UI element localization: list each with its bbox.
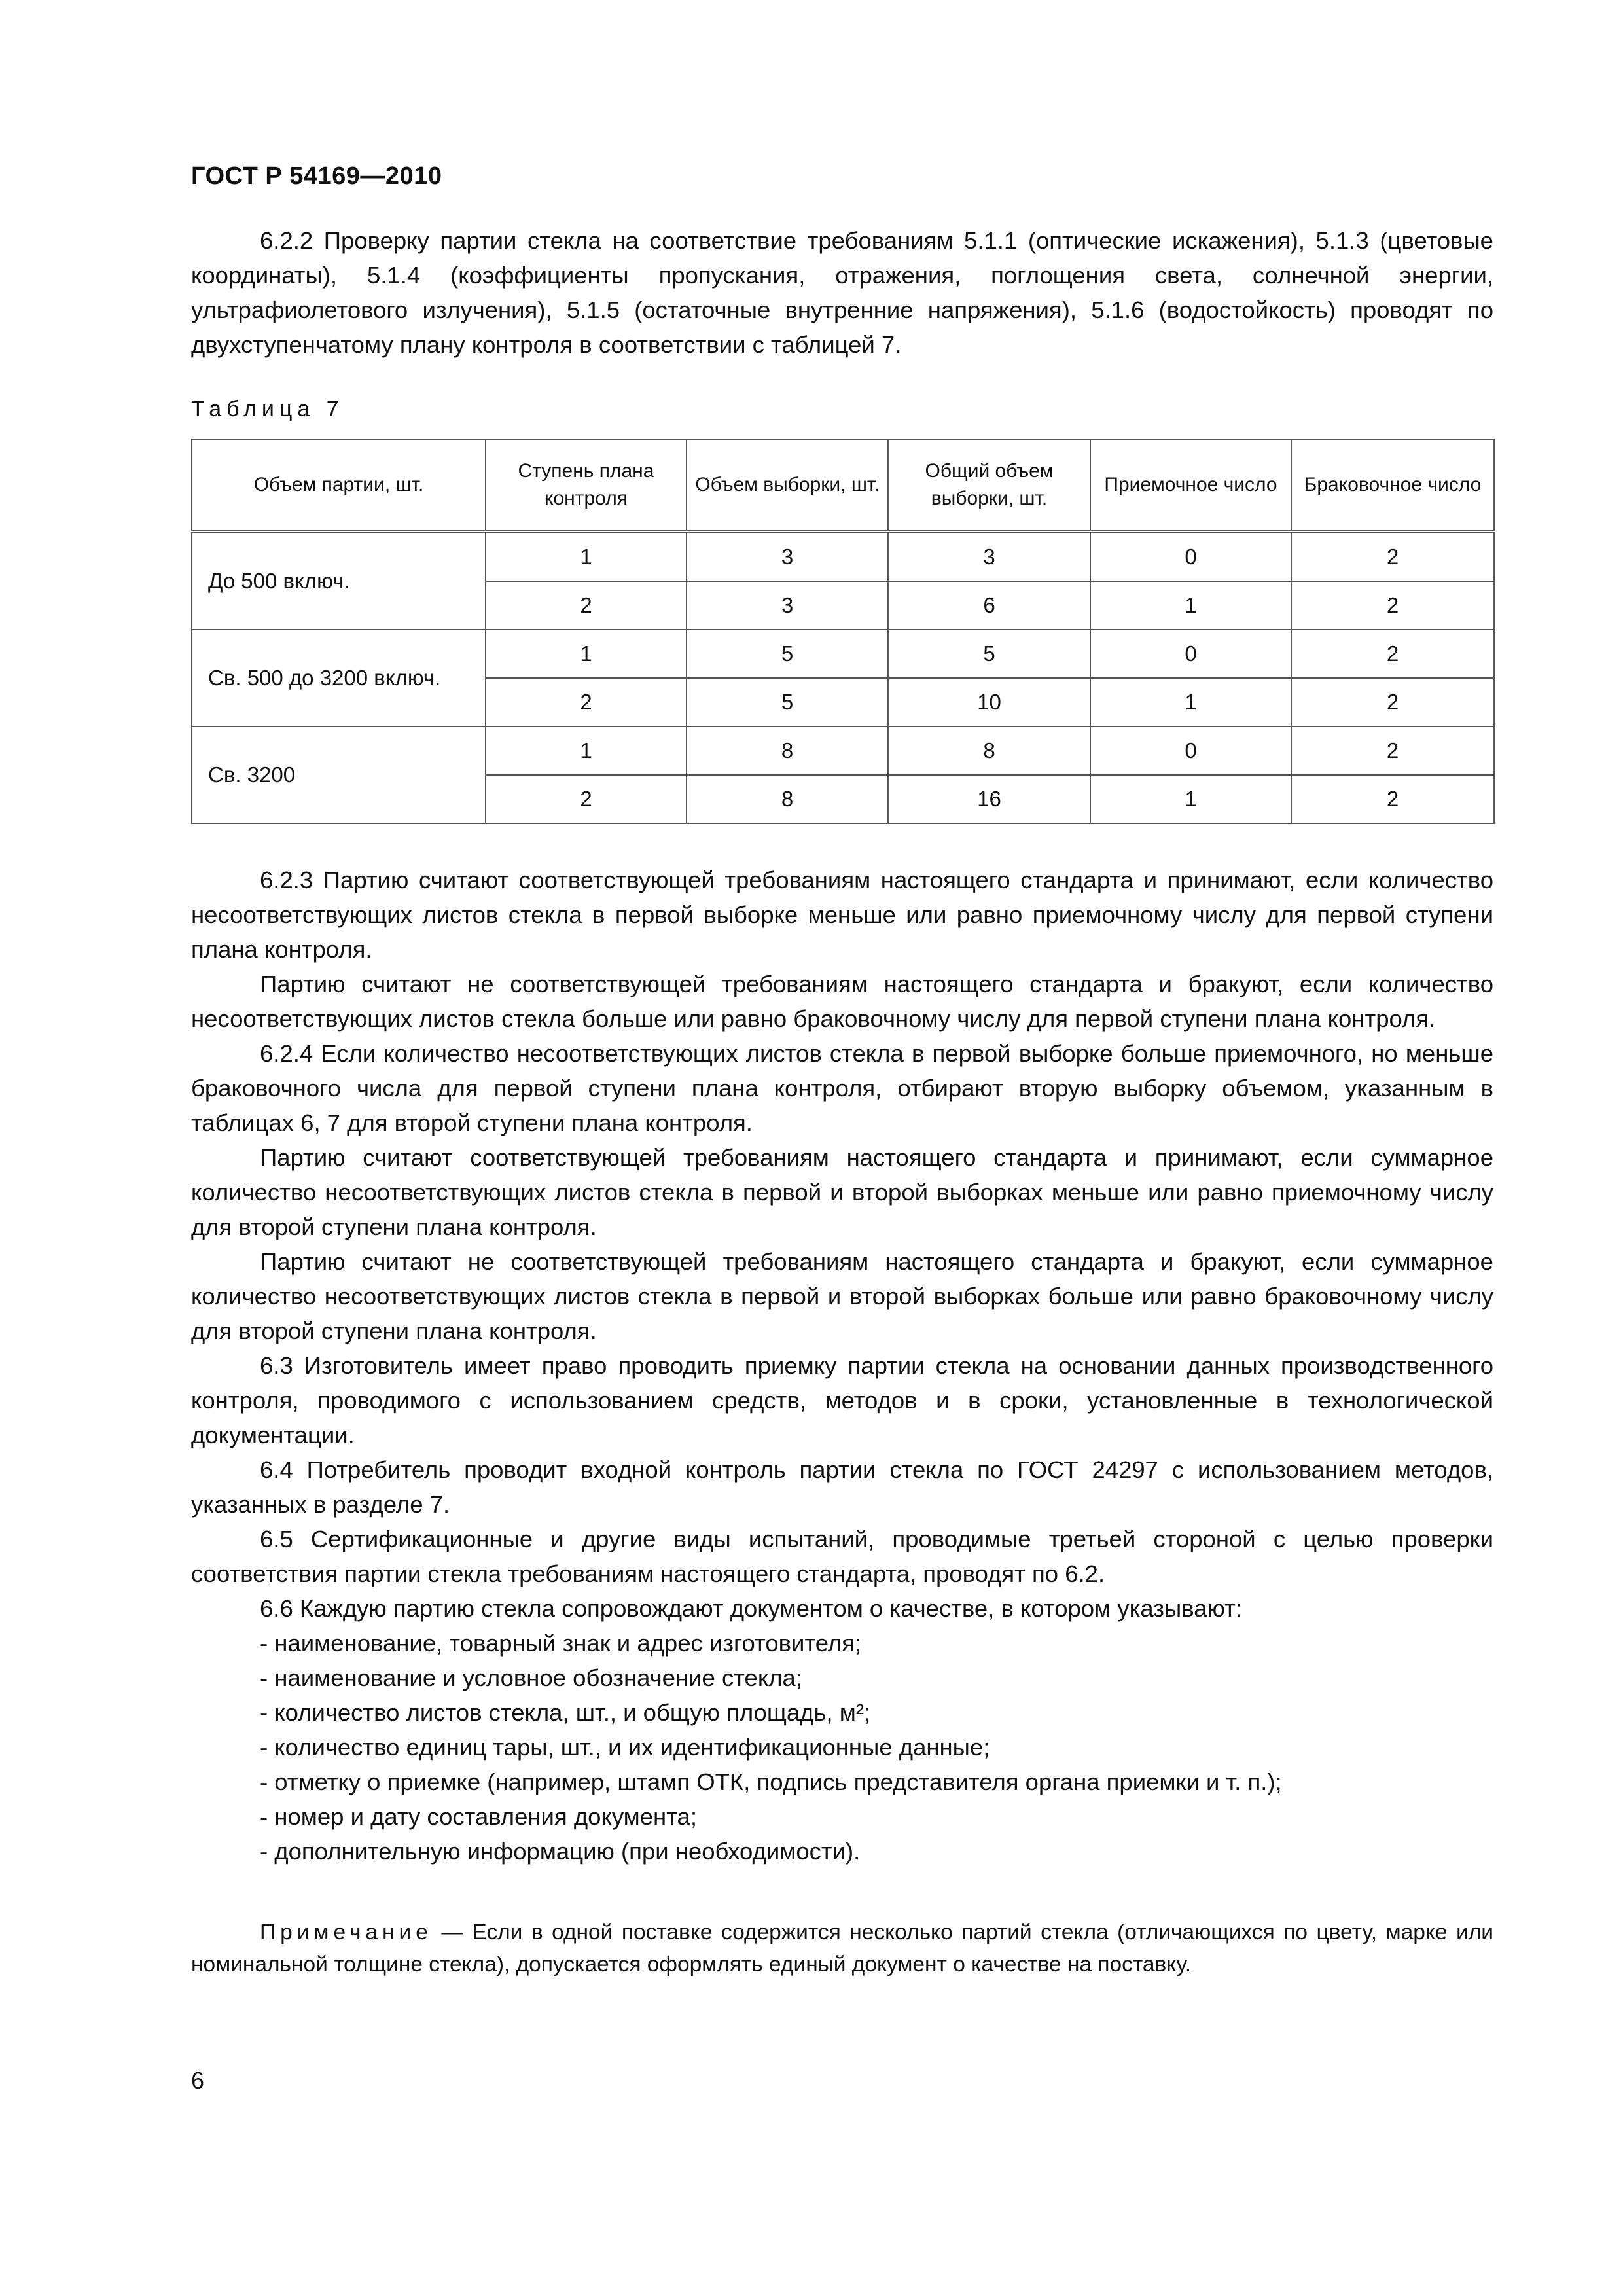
table-cell: 3 bbox=[687, 581, 888, 630]
table-cell: 1 bbox=[486, 532, 687, 582]
table-cell: 2 bbox=[1291, 775, 1494, 823]
table-cell: 3 bbox=[888, 532, 1090, 582]
table-cell: 1 bbox=[1090, 775, 1291, 823]
paragraph-6-3: 6.3 Изготовитель имеет право проводить приемку партии стекла на основании данных производственного контроля, проводимого с использованием средств, методов и в сроки, установленные в технологической документации. bbox=[191, 1352, 1493, 1448]
header-lot-size: Объем партии, шт. bbox=[192, 439, 486, 532]
header-sample-size: Объем выборки, шт. bbox=[687, 439, 888, 532]
list-item: - количество листов стекла, шт., и общую площадь, м²; bbox=[260, 1699, 871, 1726]
paragraph-6-2-3: 6.2.3 Партию считают соответствующей требованиям настоящего стандарта и принимают, если количество несоответствующих листов стекла в первой выборке меньше или равно приемочному числу для первой ступени плана контроля. bbox=[191, 867, 1493, 963]
page-number: 6 bbox=[191, 2067, 205, 2094]
table-cell: 6 bbox=[888, 581, 1090, 630]
table-cell: 0 bbox=[1090, 726, 1291, 775]
table-cell: 16 bbox=[888, 775, 1090, 823]
paragraph-6-5: 6.5 Сертификационные и другие виды испытаний, проводимые третьей стороной с целью проверки соответствия партии стекла требованиям настоящего стандарта, проводят по 6.2. bbox=[191, 1526, 1493, 1587]
paragraph-6-2-2: 6.2.2 Проверку партии стекла на соответствие требованиям 5.1.1 (оптические искажения), 5.1.3 (цветовые координаты), 5.1.4 (коэффициенты пропускания, отражения, поглощения света, солнечной энергии, ультрафиолетового излучения), 5.1.5 (остаточные внутренние напряжения), 5.1.6 (водостойкость) проводят по двухступенчатому плану контроля в соответствии с таблицей 7. bbox=[191, 227, 1493, 358]
paragraph-6-2-3-reject: Партию считают не соответствующей требованиям настоящего стандарта и бракуют, если количество несоответствующих листов стекла больше или равно браковочному числу для первой ступени плана контроля. bbox=[191, 971, 1493, 1032]
table-cell: 10 bbox=[888, 678, 1090, 726]
table-cell: 8 bbox=[888, 726, 1090, 775]
table-header-row bbox=[192, 439, 1494, 532]
table-cell: 1 bbox=[486, 726, 687, 775]
header-acceptance-number: Приемочное число bbox=[1090, 439, 1291, 532]
table-cell: 8 bbox=[687, 775, 888, 823]
table-cell: 2 bbox=[1291, 678, 1494, 726]
paragraph-6-2-4-reject: Партию считают не соответствующей требованиям настоящего стандарта и бракуют, если суммарное количество несоответствующих листов стекла в первой и второй выборках больше или равно браковочному числу для второй ступени плана контроля. bbox=[191, 1248, 1493, 1344]
table-cell: 8 bbox=[687, 726, 888, 775]
list-item: - наименование и условное обозначение стекла; bbox=[260, 1664, 802, 1691]
note-label: Примечание bbox=[260, 1920, 433, 1945]
table-cell: 1 bbox=[1090, 678, 1291, 726]
table-cell: 2 bbox=[486, 581, 687, 630]
table-row bbox=[192, 532, 1494, 582]
paragraph-6-2-4: 6.2.4 Если количество несоответствующих листов стекла в первой выборке больше приемочного, но меньше браковочного числа для первой ступени плана контроля, отбирают вторую выборку объемом, указанным в таблицах 6, 7 для второй ступени плана контроля. bbox=[191, 1040, 1493, 1136]
table-cell: 2 bbox=[486, 775, 687, 823]
table-cell: 1 bbox=[1090, 581, 1291, 630]
lot-size-cell: Св. 500 до 3200 включ. bbox=[192, 630, 486, 726]
table-cell: 0 bbox=[1090, 532, 1291, 582]
table-cell: 2 bbox=[486, 678, 687, 726]
list-item: - отметку о приемке (например, штамп ОТК, подпись представителя органа приемки и т. п.); bbox=[260, 1768, 1282, 1795]
header-rejection-number: Браковочное число bbox=[1291, 439, 1494, 532]
table-row bbox=[192, 726, 1494, 775]
paragraph-6-2-4-accept: Партию считают соответствующей требованиям настоящего стандарта и принимают, если суммарное количество несоответствующих листов стекла в первой и второй выборках меньше или равно приемочному числу для второй ступени плана контроля. bbox=[191, 1144, 1493, 1240]
table-cell: 2 bbox=[1291, 726, 1494, 775]
lot-size-cell: Св. 3200 bbox=[192, 726, 486, 823]
table-cell: 5 bbox=[888, 630, 1090, 678]
note-text: — Если в одной поставке содержится несколько партий стекла (отличающихся по цвету, марке или номинальной толщине стекла), допускается оформлять единый документ о качестве на поставку. bbox=[191, 1920, 1493, 1977]
table-cell: 1 bbox=[486, 630, 687, 678]
body-text bbox=[191, 863, 1493, 1869]
table-cell: 2 bbox=[1291, 581, 1494, 630]
table-cell: 5 bbox=[687, 630, 888, 678]
list-item: - количество единиц тары, шт., и их идентификационные данные; bbox=[260, 1734, 990, 1761]
list-item: - наименование, товарный знак и адрес изготовителя; bbox=[260, 1630, 862, 1657]
note-block bbox=[191, 1916, 1493, 1981]
table-row bbox=[192, 630, 1494, 678]
paragraph-6-2-2-block bbox=[191, 223, 1493, 362]
list-item: - дополнительную информацию (при необходимости). bbox=[260, 1838, 861, 1865]
lot-size-cell: До 500 включ. bbox=[192, 532, 486, 630]
header-plan-stage: Ступень плана контроля bbox=[486, 439, 687, 532]
table-cell: 5 bbox=[687, 678, 888, 726]
paragraph-6-6: 6.6 Каждую партию стекла сопровождают документом о качестве, в котором указывают: bbox=[260, 1595, 1242, 1622]
table-cell: 3 bbox=[687, 532, 888, 582]
list-item: - номер и дату составления документа; bbox=[260, 1803, 697, 1830]
paragraph-6-4: 6.4 Потребитель проводит входной контроль партии стекла по ГОСТ 24297 с использованием методов, указанных в разделе 7. bbox=[191, 1456, 1493, 1518]
note-paragraph bbox=[191, 1916, 1493, 1981]
sampling-plan-table bbox=[191, 439, 1495, 824]
table-cell: 2 bbox=[1291, 630, 1494, 678]
document-header: ГОСТ Р 54169—2010 bbox=[191, 162, 442, 190]
table-cell: 2 bbox=[1291, 532, 1494, 582]
header-total-sample-size: Общий объем выборки, шт. bbox=[888, 439, 1090, 532]
table-cell: 0 bbox=[1090, 630, 1291, 678]
table-caption: Таблица 7 bbox=[191, 397, 344, 422]
